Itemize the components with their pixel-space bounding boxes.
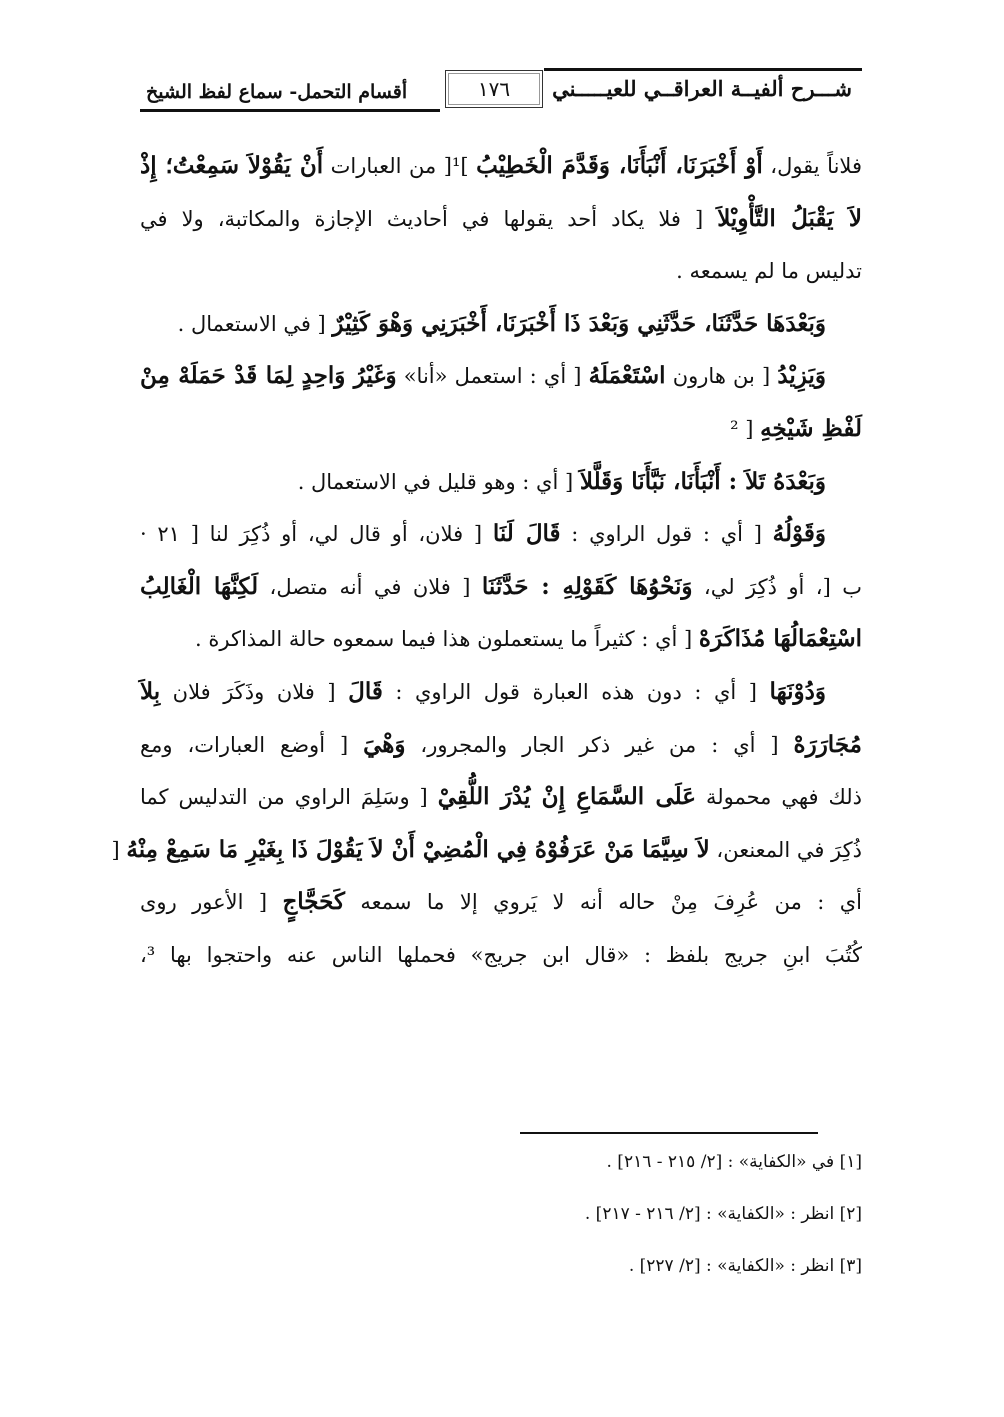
commentary-text: [ وسَلِمَ الراوي من التدليس كما bbox=[140, 785, 438, 810]
section-title: أقسام التحمل- سماع لفظ الشيخ bbox=[146, 81, 408, 103]
verse-text: بِلاَ bbox=[140, 677, 161, 705]
commentary-text: ذُكِرَ في المعنعن، bbox=[709, 837, 862, 862]
text-line bbox=[140, 140, 862, 193]
text-line bbox=[140, 666, 862, 719]
footnote-3: [٣] انظر : «الكفاية» : [٢/ ٢٢٧] . bbox=[628, 1256, 862, 1276]
text-line bbox=[111, 824, 862, 877]
verse-text: مُجَارَرَهْ bbox=[793, 730, 862, 758]
verse-text: قَالَ bbox=[348, 677, 383, 705]
commentary-text: ب [، أو ذُكِرَ لي، bbox=[692, 574, 862, 599]
commentary-text: [ فلان وذَكَرَ فلان bbox=[160, 679, 349, 704]
verse-text: أَنْ يَقُوْلاَ سَمِعْتُ؛ إِذْ bbox=[140, 152, 324, 179]
text-line bbox=[140, 929, 862, 982]
verse-text: وَقَوْلُهُ bbox=[772, 520, 826, 548]
commentary-text: ذلك فهي محمولة bbox=[696, 785, 862, 810]
verse-text: لَفْظِ شَيْخِهِ bbox=[760, 414, 862, 442]
text-line bbox=[140, 876, 862, 929]
page-header bbox=[140, 68, 862, 112]
text-line bbox=[140, 298, 862, 351]
header-rule-bottom bbox=[140, 109, 440, 112]
text-line bbox=[140, 771, 862, 824]
commentary-text: [ أي : كثيراً ما يستعملون هذا فيما سمعوه حالة المذاكرة . bbox=[195, 627, 699, 652]
commentary-text: [ أي : قول الراوي : bbox=[560, 522, 773, 547]
text-line bbox=[140, 456, 862, 509]
text-line bbox=[140, 245, 862, 298]
page-number-box bbox=[445, 70, 543, 108]
commentary-text: [ الأعور روى bbox=[140, 890, 283, 915]
verse-text: عَلَى السَّمَاعِ إِنْ يُدْرَ اللُّقِيْ bbox=[437, 783, 696, 811]
footnote-2: [٢] انظر : «الكفاية» : [٢/ ٢١٦ - ٢١٧] . bbox=[584, 1204, 862, 1224]
verse-text: اسْتِعْمَالُهَا مُذَاكَرَهْ bbox=[698, 625, 862, 653]
commentary-text: [ بن هارون bbox=[665, 364, 778, 389]
verse-text: لاَ يَقْبَلُ التَّأْوِيْلاَ bbox=[717, 204, 862, 232]
commentary-text: [ أي : وهو قليل في الاستعمال . bbox=[297, 469, 580, 494]
verse-text: وَبَعْدَهَا حَدَّثَنَا، حَدَّثَنِي وَبَعْدَ ذَا أَخْبَرَنَا، أَخْبَرَنِي وَهْوَ كَثِيْرٌ bbox=[332, 309, 826, 337]
verse-text: وَهْيَ bbox=[363, 730, 406, 758]
text-line bbox=[140, 403, 862, 456]
verse-text: لَكِنَّهَا الْغَالِبُ bbox=[140, 572, 259, 600]
verse-text: قَالَ لَنَا bbox=[492, 520, 561, 548]
verse-text: كَحَجَّاجٍ bbox=[282, 888, 345, 916]
commentary-text: [ bbox=[111, 837, 127, 862]
verse-text: أَوْ أَخْبَرَنَا، أَنْبَأَنَا، وَقَدَّمَ الْخَطِيْبُ bbox=[476, 152, 763, 179]
page-number: ١٧٦ bbox=[477, 77, 511, 101]
commentary-text: [ أي : دون هذه العبارة قول الراوي : bbox=[382, 679, 770, 704]
footnote-separator bbox=[520, 1132, 818, 1134]
verse-text: لاَ سِيَّمَا مَنْ عَرَفُوْهُ فِي الْمُضِيْ أَنْ لاَ يَقُوْلَ ذَا بِغَيْرِ مَا سَمِعْ مِنْهُ bbox=[126, 835, 710, 863]
commentary-text: فلاناً يقول، bbox=[762, 154, 862, 178]
footnote-ref: [ ² bbox=[730, 416, 761, 441]
verse-text: اسْتَعْمَلَهُ bbox=[588, 362, 666, 390]
footnote-1: [١] في «الكفاية» : [٢/ ٢١٥ - ٢١٦] . bbox=[606, 1152, 862, 1172]
text-line bbox=[140, 350, 862, 403]
commentary-text: [ أوضع العبارات، ومع bbox=[140, 732, 364, 757]
commentary-text: أي : من عُرِفَ مِنْ حاله أنه لا يَروي إلا ما سمعه bbox=[344, 890, 862, 915]
text-line bbox=[140, 719, 862, 772]
commentary-text: [ فلان في أنه متصل، bbox=[258, 574, 482, 599]
verse-text: وَيَزِيْدُ bbox=[777, 362, 827, 390]
header-rule-top bbox=[544, 68, 862, 71]
commentary-text: [ أي : استعمل «أنا» bbox=[396, 364, 589, 389]
commentary-text: [ فلان، أو قال لي، أو ذُكِرَ لنا [ ٢١ · bbox=[140, 522, 493, 547]
text-line bbox=[140, 561, 862, 614]
verse-text: وَنَحْوُهَا كَقَوْلِهِ : حَدَّثَنَا bbox=[481, 572, 693, 600]
body-text bbox=[111, 140, 862, 982]
text-line bbox=[140, 613, 862, 666]
verse-text: وَغَيْرُ وَاحِدٍ لِمَا قَدْ حَمَلَهْ مِنْ bbox=[140, 362, 397, 390]
commentary-text: [ فلا يكاد أحد يقولها في أحاديث الإجازة والمكاتبة، ولا في bbox=[140, 206, 718, 231]
commentary-text: تدليس ما لم يسمعه . bbox=[676, 259, 862, 284]
verse-text: وَبَعْدَهُ تَلاَ : أَنْبَأَنَا، نَبَّأَنَا وَقَلَّلاَ bbox=[579, 467, 826, 495]
text-line bbox=[140, 508, 862, 561]
text-line bbox=[140, 193, 862, 246]
commentary-text: [ أي : من غير ذكر الجار والمجرور، bbox=[405, 732, 794, 757]
verse-text: وَدُوْنَهَا bbox=[769, 677, 826, 705]
commentary-text: [ في الاستعمال . bbox=[177, 311, 333, 336]
commentary-text: كُتُبَ ابنِ جريج بلفظ : «قال ابن جريج» فحملها الناس عنه واحتجوا بها ³، bbox=[140, 942, 862, 967]
commentary-text: ]¹[ من العبارات bbox=[323, 154, 477, 178]
book-title: شـــرح ألفيــة العراقــي للعيـــــني bbox=[552, 76, 852, 101]
